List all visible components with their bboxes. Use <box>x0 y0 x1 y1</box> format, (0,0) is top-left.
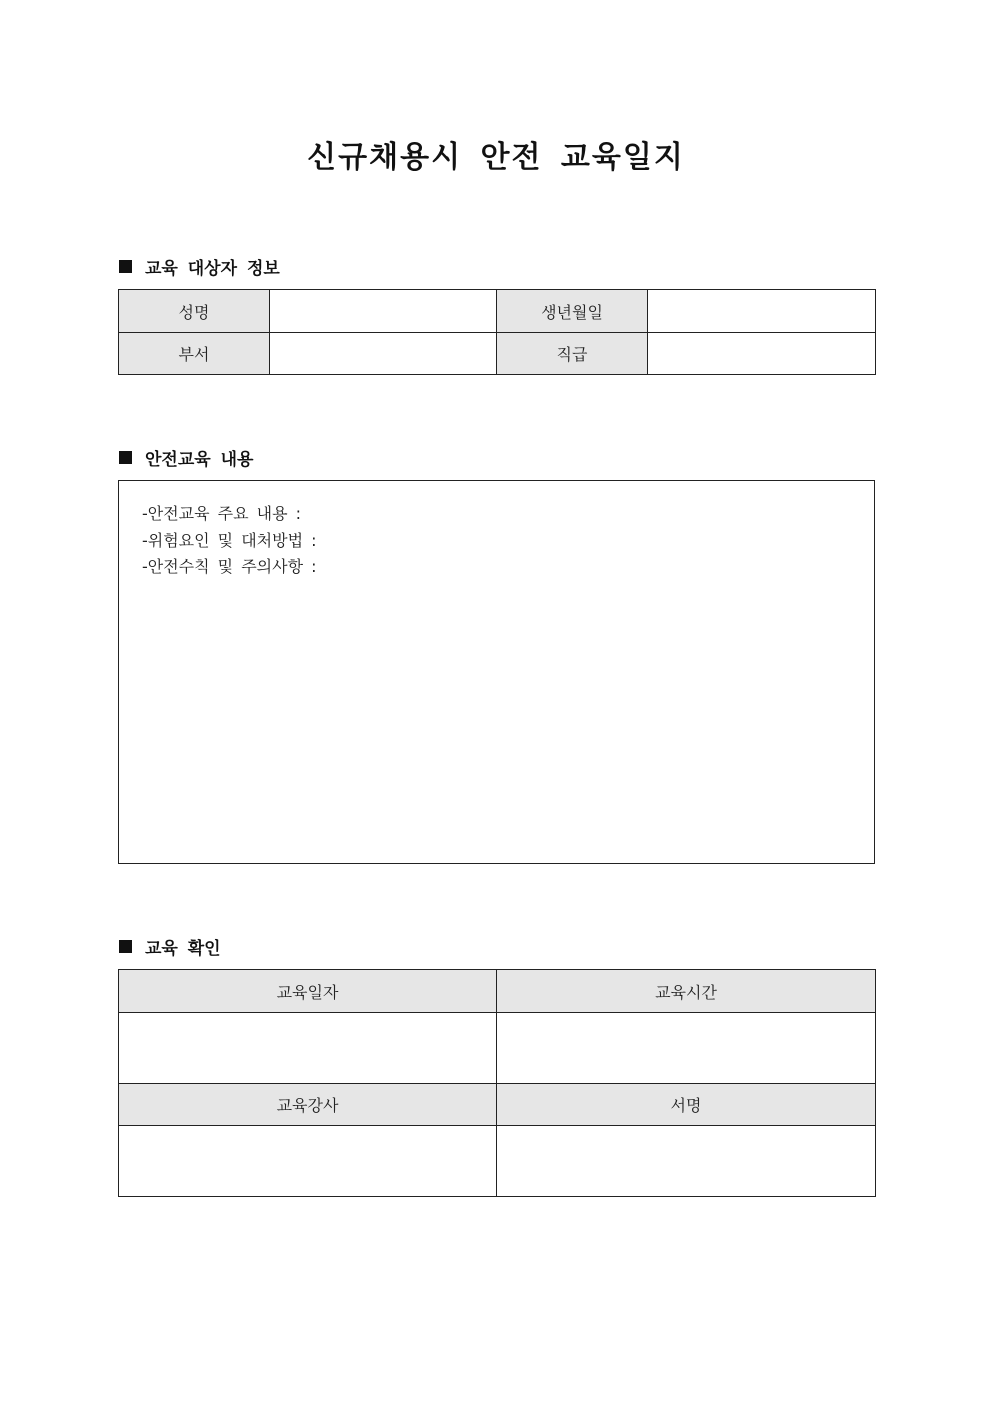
name-label: 성명 <box>119 290 270 333</box>
table-row <box>119 1013 876 1084</box>
edu-time-label: 교육시간 <box>497 970 876 1013</box>
edu-time-field[interactable] <box>497 1013 876 1084</box>
birthdate-label: 생년월일 <box>497 290 648 333</box>
page-title: 신규채용시 안전 교육일지 <box>307 140 685 175</box>
section-heading-label: 안전교육 내용 <box>145 450 254 470</box>
instructor-field[interactable] <box>119 1126 497 1197</box>
department-label: 부서 <box>119 333 270 375</box>
position-label: 직급 <box>497 333 648 375</box>
position-field[interactable] <box>648 333 876 375</box>
confirm-table <box>118 969 876 1197</box>
instructor-label: 교육강사 <box>119 1084 497 1126</box>
section-heading-target-info <box>119 254 280 279</box>
birthdate-field[interactable] <box>648 290 876 333</box>
edu-date-label: 교육일자 <box>119 970 497 1013</box>
edu-date-field[interactable] <box>119 1013 497 1084</box>
square-bullet-icon <box>119 451 132 464</box>
table-row <box>119 333 876 375</box>
section-heading-content <box>119 445 253 470</box>
department-field[interactable] <box>270 333 497 375</box>
table-row <box>119 970 876 1013</box>
content-line-rules: -안전수칙 및 주의사항 : <box>142 557 317 576</box>
name-field[interactable] <box>270 290 497 333</box>
section-heading-label: 교육 대상자 정보 <box>145 259 280 279</box>
signature-field[interactable] <box>497 1126 876 1197</box>
table-row <box>119 1126 876 1197</box>
section-heading-confirm <box>119 934 221 959</box>
target-info-table <box>118 289 876 375</box>
square-bullet-icon <box>119 940 132 953</box>
section-heading-label: 교육 확인 <box>145 939 221 959</box>
table-row <box>119 1084 876 1126</box>
content-textarea[interactable] <box>118 480 875 864</box>
content-line-main: -안전교육 주요 내용 : <box>142 504 302 523</box>
content-line-hazards: -위험요인 및 대처방법 : <box>142 531 317 550</box>
square-bullet-icon <box>119 260 132 273</box>
table-row <box>119 290 876 333</box>
signature-label: 서명 <box>497 1084 876 1126</box>
